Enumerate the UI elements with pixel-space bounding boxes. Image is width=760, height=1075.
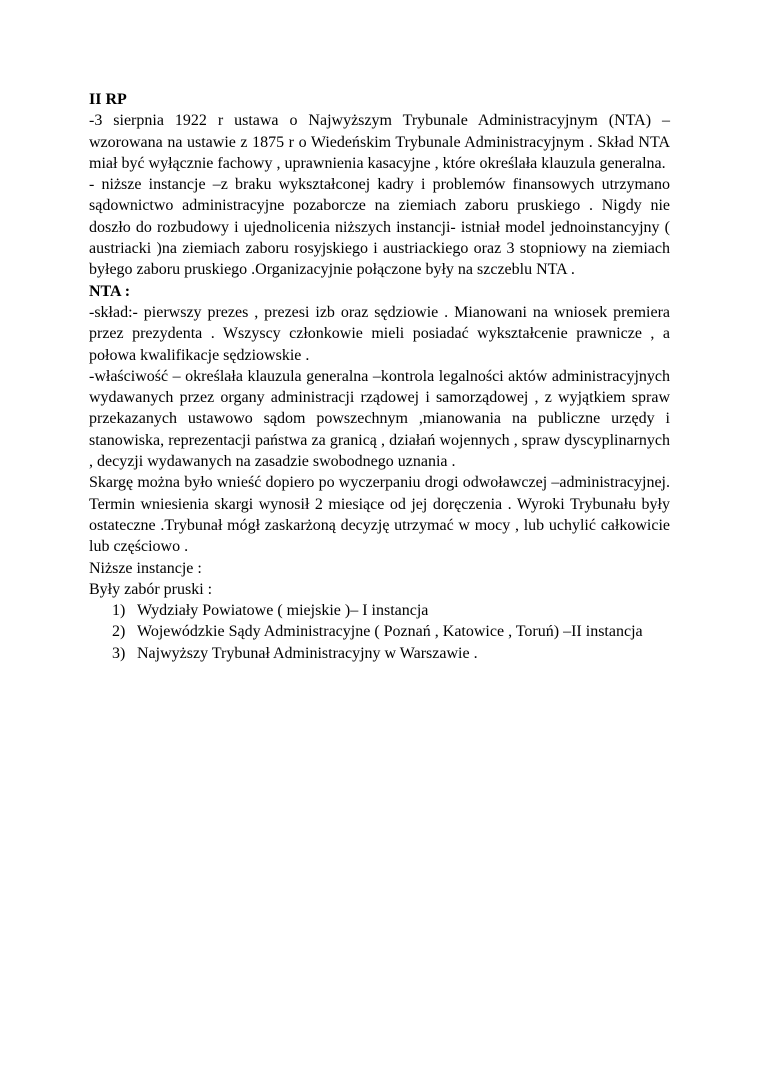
list-item-text: Wojewódzkie Sądy Administracyjne ( Poznań , Katowice , Toruń) –II instancja: [137, 623, 643, 641]
heading-nta: NTA :: [89, 282, 131, 300]
list-item-number: 3): [112, 644, 126, 662]
paragraph-wlasciwosc: -właściwość – określała klauzula generalna –kontrola legalności aktów administracyjnych wydawanych przez organy administracji rządowej i samorządowej , z wyjątkiem spraw przekazanych ustawowo sądom powszechnym ,mianowania na publiczne urzędy i stanowiska, reprezentacji państwa za granicą , działań wojennych , spraw dyscyplinarnych , decyzji wydawanych na zasadzie swobodnego uznania .: [89, 367, 670, 471]
paragraph-nizsze-instancje: - niższe instancje –z braku wykształconej kadry i problemów finansowych utrzymano sądownictwo administracyjne pozaborcze na ziemiach zaboru pruskiego . Nigdy nie doszło do rozbudowy i ujednolicenia niższych instancji- istniał model jednoinstancyjny ( austriacki )na ziemiach zaboru rosyjskiego i austriackiego oraz 3 stopniowy na ziemiach byłego zaboru pruskiego .Organizacyjnie połączone były na szczeblu NTA .: [89, 176, 670, 279]
list-item: [89, 621, 670, 642]
list-item-text: Wydziały Powiatowe ( miejskie )– I instancja: [137, 602, 429, 620]
instance-list: [89, 600, 670, 664]
paragraph-sklad: -skład:- pierwszy prezes , prezesi izb oraz sędziowie . Mianowani na wniosek premiera przez prezydenta . Wszyscy członkowie mieli posiadać wykształcenie prawnicze , a połowa kwalifikacje sędziowskie .: [89, 303, 670, 364]
paragraph-zabor-pruski: Były zabór pruski :: [89, 580, 213, 598]
list-item: [89, 643, 670, 664]
list-item: [89, 600, 670, 621]
list-item-text: Najwyższy Trybunał Administracyjny w Warszawie .: [137, 644, 478, 662]
paragraph-skarga: Skargę można było wnieść dopiero po wyczerpaniu drogi odwoławczej –administracyjnej. Termin wniesienia skargi wynosił 2 miesiące od jej doręczenia . Wyroki Trybunału były ostateczne .Trybunał mógł zaskarżoną decyzję utrzymać w mocy , lub uchylić całkowicie lub częściowo .: [89, 474, 670, 556]
paragraph-nizsze-instancje-label: Niższe instancje :: [89, 559, 202, 577]
heading-ii-rp: II RP: [89, 91, 127, 108]
list-item-number: 2): [112, 623, 126, 641]
paragraph-ustawa-nta: -3 sierpnia 1922 r ustawa o Najwyższym Trybunale Administracyjnym (NTA) –wzorowana na ustawie z 1875 r o Wiedeńskim Trybunale Administracyjnym . Skład NTA miał być wyłącznie fachowy , uprawnienia kasacyjne , które określała klauzula generalna.: [89, 112, 670, 172]
document-page: [89, 89, 670, 664]
list-item-number: 1): [112, 602, 126, 620]
